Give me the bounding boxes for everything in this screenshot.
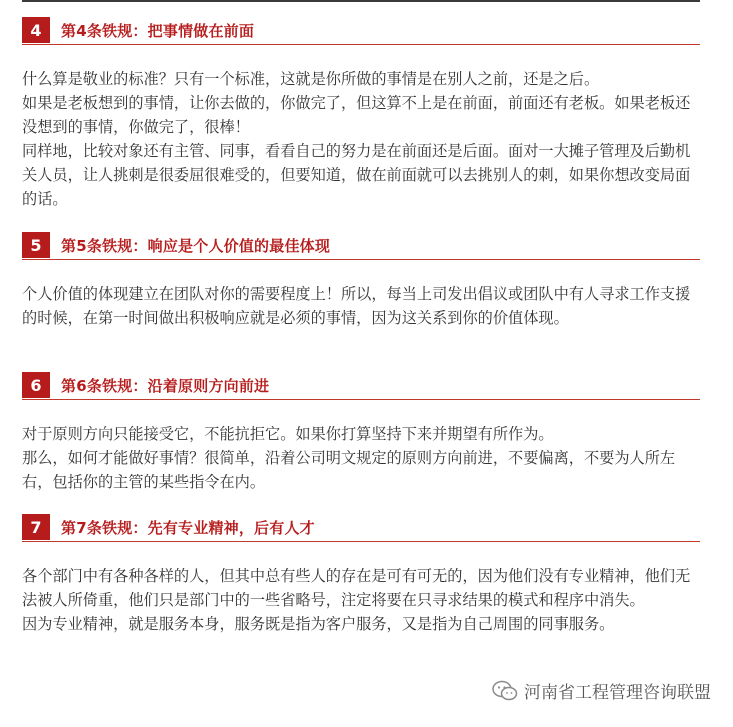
section-header — [22, 231, 700, 260]
paragraph: 那么，如何才能做好事情？很简单，沿着公司明文规定的原则方向前进，不要偏离，不要为人所左右，包括你的主管的某些指令在内。 — [22, 449, 676, 491]
paragraph: 什么算是敬业的标准？只有一个标准，这就是你所做的事情是在别人之前，还是之后。 — [22, 70, 600, 88]
section-number-badge: 7 — [22, 514, 50, 540]
section-header — [22, 513, 700, 542]
watermark — [492, 678, 711, 703]
section-header — [22, 16, 700, 45]
section-6 — [22, 371, 700, 494]
section-body — [22, 282, 700, 330]
section-title: 第4条铁规：把事情做在前面 — [61, 21, 255, 40]
paragraph: 如果是老板想到的事情，让你去做的，你做完了，但这算不上是在前面，前面还有老板。如果老板还没想到的事情，你做完了，很棒！ — [22, 94, 691, 136]
top-divider — [22, 0, 700, 2]
paragraph: 同样地，比较对象还有主管、同事，看看自己的努力是在前面还是后面。面对一大摊子管理及后勤机关人员，让人挑刺是很委屈很难受的，但要知道，做在前面就可以去挑别人的刺，如果你想改变局面的话。 — [22, 142, 691, 208]
paragraph: 各个部门中有各种各样的人，但其中总有些人的存在是可有可无的，因为他们没有专业精神，他们无法被人所倚重，他们只是部门中的一些省略号，注定将要在只寻求结果的模式和程序中消失。 — [22, 567, 691, 609]
section-header — [22, 371, 700, 400]
section-number-badge: 6 — [22, 372, 50, 398]
section-body — [22, 422, 700, 494]
paragraph: 因为专业精神，就是服务本身，服务既是指为客户服务，又是指为自己周围的同事服务。 — [22, 615, 615, 633]
paragraph: 对于原则方向只能接受它，不能抗拒它。如果你打算坚持下来并期望有所作为。 — [22, 425, 554, 443]
section-title: 第7条铁规：先有专业精神，后有人才 — [61, 518, 315, 537]
watermark-text: 河南省工程管理咨询联盟 — [524, 683, 711, 703]
section-title: 第5条铁规：响应是个人价值的最佳体现 — [61, 236, 331, 255]
wechat-icon — [492, 680, 518, 702]
section-body — [22, 67, 700, 211]
section-body — [22, 564, 700, 636]
paragraph: 个人价值的体现建立在团队对你的需要程度上！所以，每当上司发出倡议或团队中有人寻求工作支援的时候，在第一时间做出积极响应就是必须的事情，因为这关系到你的价值体现。 — [22, 285, 691, 327]
section-number-badge: 4 — [22, 17, 50, 43]
section-7 — [22, 513, 700, 636]
section-5 — [22, 231, 700, 330]
section-number-badge: 5 — [22, 232, 50, 258]
section-title: 第6条铁规：沿着原则方向前进 — [61, 376, 270, 395]
section-4 — [22, 16, 700, 211]
